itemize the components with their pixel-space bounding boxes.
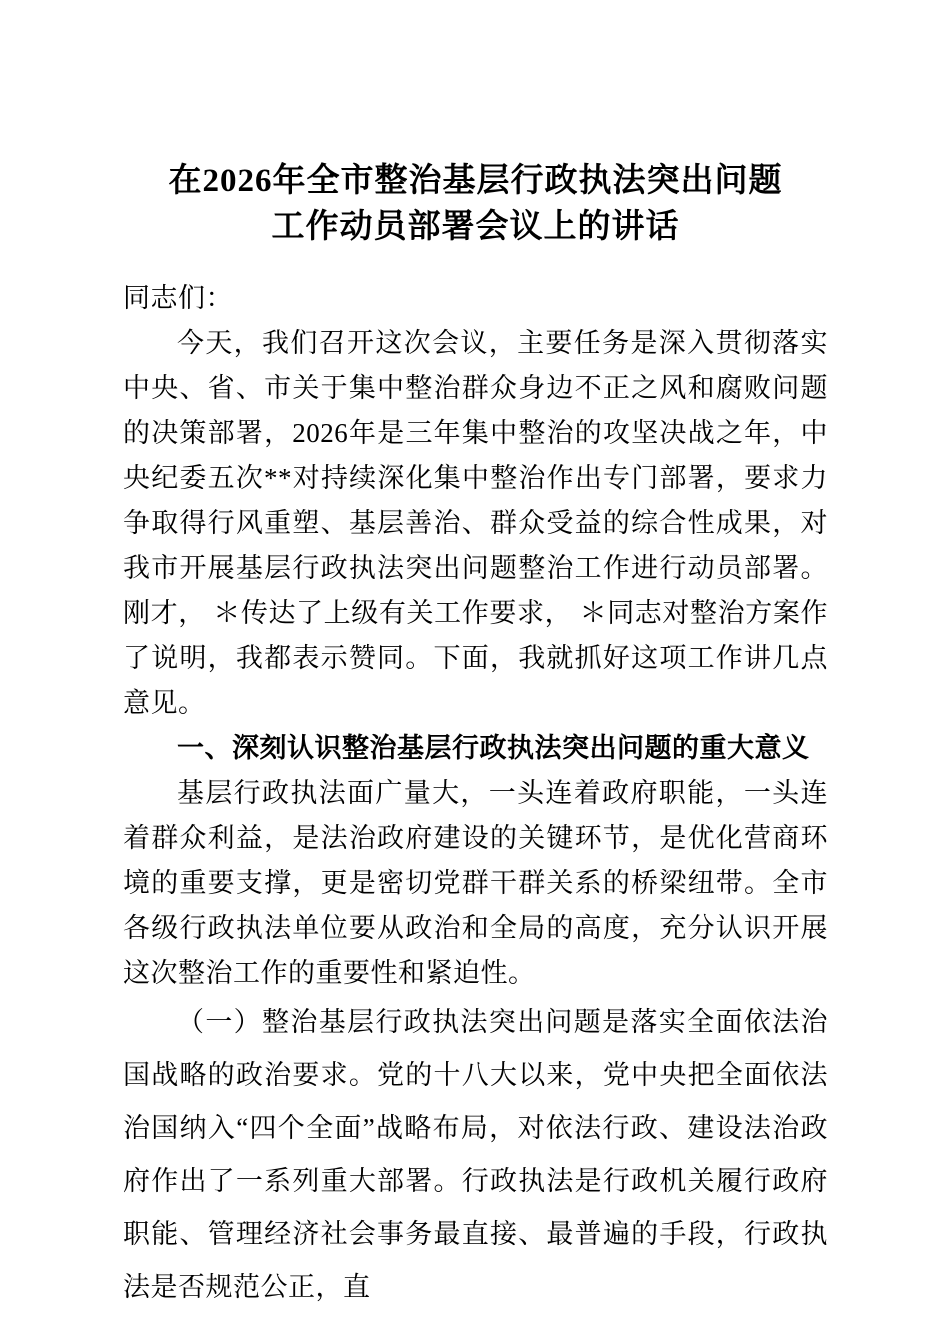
paragraph: 今天，我们召开这次会议，主要任务是深入贯彻落实中央、省、市关于集中整治群众身边不正之风和腐败问题的决策部署，2026年是三年集中整治的攻坚决战之年，中央纪委五次**对持续深化集中整治作出专门部署，要求力争取得行风重塑、基层善治、群众受益的综合性成果，对我市开展基层行政执法突出问题整治工作进行动员部署。刚才， ＊传达了上级有关工作要求， ＊同志对整治方案作了说明，我都表示赞同。下面，我就抓好这项工作讲几点意见。 [123, 328, 828, 718]
document-title [123, 158, 828, 250]
paragraph: （一）整治基层行政执法突出问题是落实全面依法治国战略的政治要求。党的十八大以来，党中央把全面依法治国纳入“四个全面”战略布局，对依法行政、建设法治政府作出了一系列重大部署。行政执法是行政机关履行政府职能、管理经济社会事务最直接、最普遍的手段，行政执法是否规范公正，直 [123, 1007, 828, 1302]
paragraph: 同志们： [123, 283, 233, 313]
document-title-line-2: 工作动员部署会议上的讲话 [271, 209, 680, 245]
paragraph: 基层行政执法面广量大，一头连着政府职能，一头连着群众利益，是法治政府建设的关键环节，是优化营商环境的重要支撑，更是密切党群干群关系的桥梁纽带。全市各级行政执法单位要从政治和全局的高度，充分认识开展这次整治工作的重要性和紧迫性。 [123, 778, 828, 988]
section-heading: 一、深刻认识整治基层行政执法突出问题的重大意义 [177, 733, 810, 763]
document-title-line-1: 在2026年全市整治基层行政执法突出问题 [168, 163, 783, 199]
document-body [123, 276, 828, 1314]
